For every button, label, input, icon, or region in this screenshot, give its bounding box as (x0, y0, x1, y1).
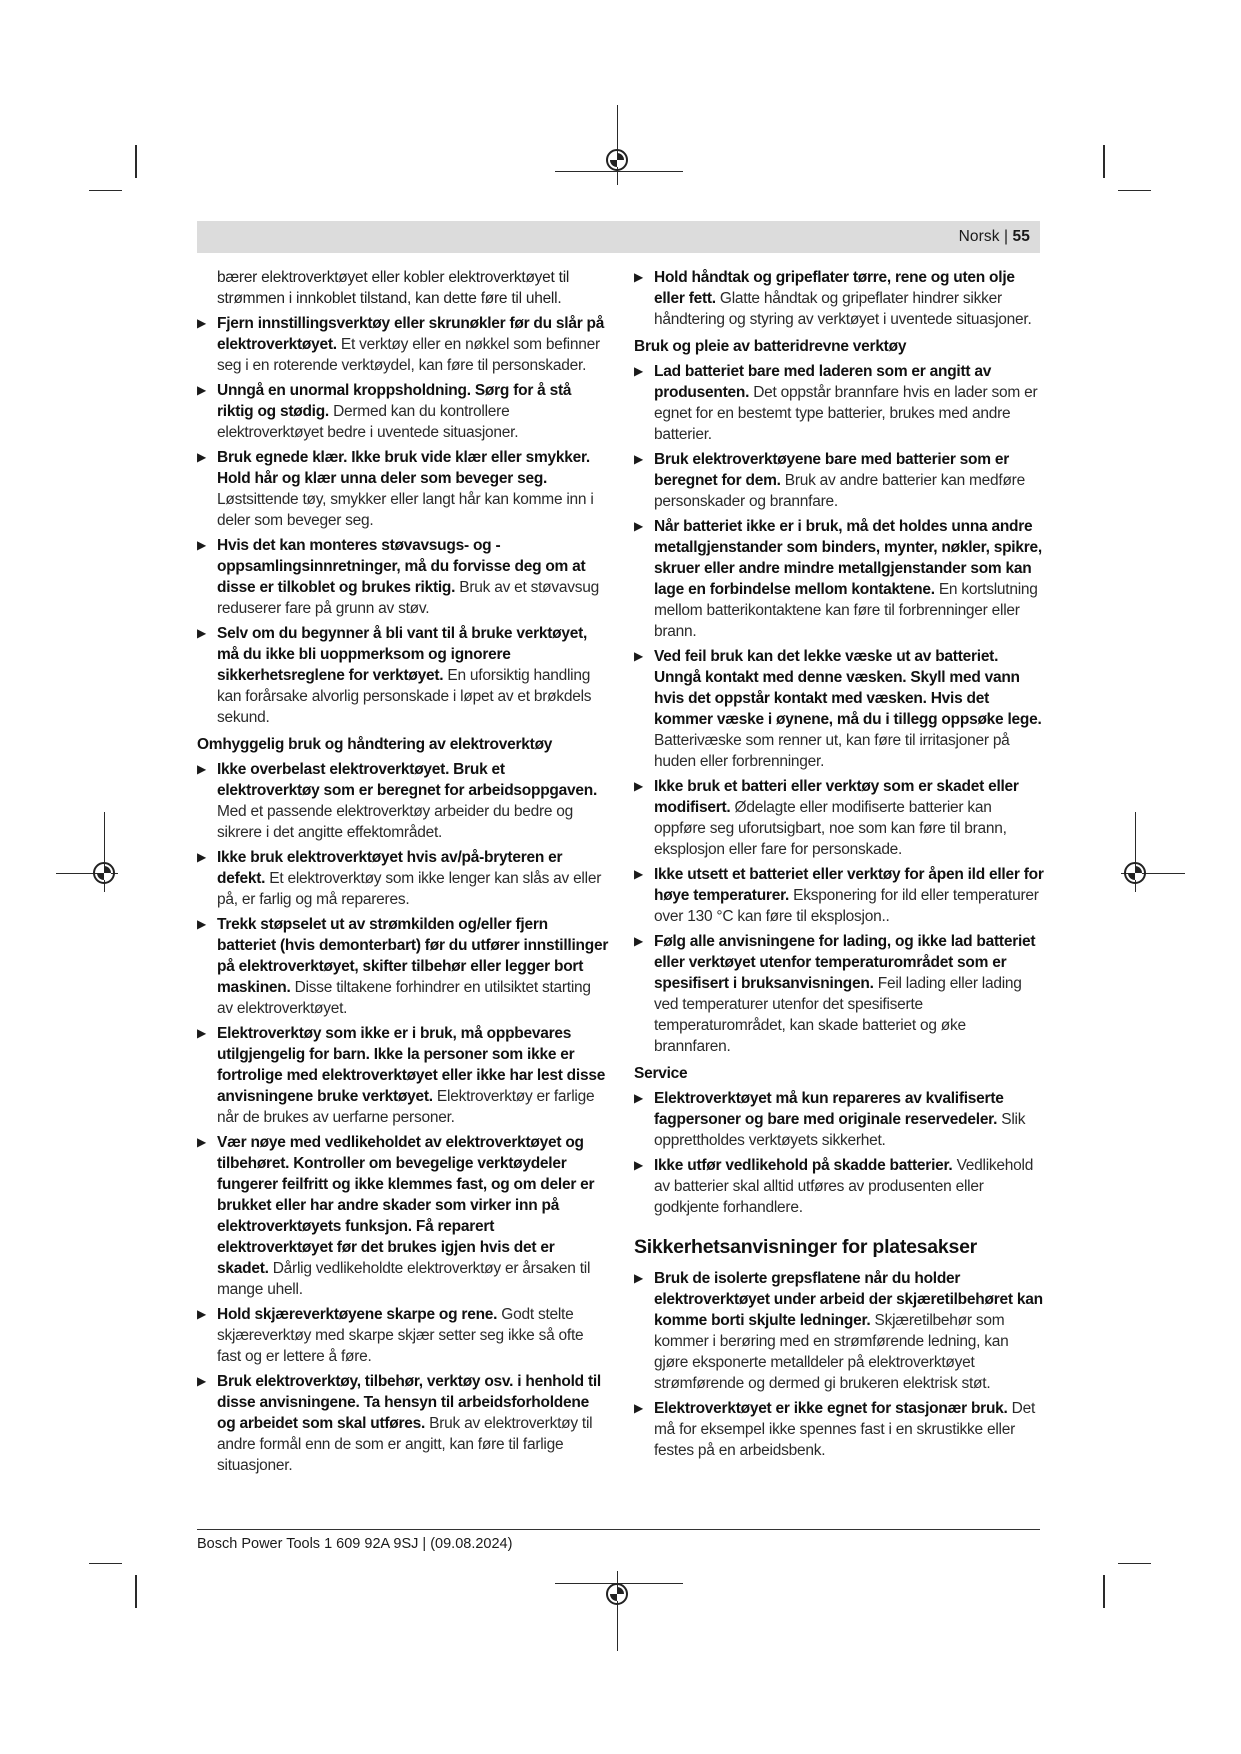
page-header (197, 221, 1040, 253)
list-item (634, 267, 1046, 330)
bullet-triangle-icon: ▶ (197, 383, 206, 397)
right-column (634, 267, 1046, 1465)
instruction-bold: Bruk de isolerte grepsflatene når du holder elektroverktøyet under arbeid der skjæretilbehøret kan komme borti skjulte ledninger. (654, 1270, 1043, 1329)
list-item (197, 447, 609, 531)
bullet-triangle-icon: ▶ (197, 1026, 206, 1040)
header-text (959, 228, 1030, 246)
bullet-triangle-icon: ▶ (634, 364, 643, 378)
instruction-text: En uforsiktig handling kan forårsake alvorlig personskade i løpet av et brøkdels sekund. (217, 667, 592, 726)
bullet-triangle-icon: ▶ (634, 452, 643, 466)
list-item (634, 1088, 1046, 1151)
bullet-triangle-icon: ▶ (634, 1271, 643, 1285)
subheading: Omhyggelig bruk og håndtering av elektroverktøy (197, 736, 553, 753)
instruction-text: Disse tiltakene forhindrer en utilsiktet starting av elektroverktøyet. (217, 979, 591, 1017)
instruction-text: Feil lading eller lading ved temperaturer utenfor det spesifiserte temperaturområdet, kan skade batteriet og øke brannfaren. (654, 975, 1022, 1055)
instruction-bold: Ikke bruk elektroverktøyet hvis av/på-bryteren er defekt. (217, 849, 563, 887)
crop-mark (135, 145, 137, 178)
bullet-triangle-icon: ▶ (634, 270, 643, 284)
crop-mark (135, 1575, 137, 1608)
instruction-bold: Elektroverktøy som ikke er i bruk, må oppbevares utilgjengelig for barn. Ikke la personer som ikke er fortrolige med elektroverktøyet eller ikke har lest disse anvisningene bruke verktøyet. (217, 1025, 606, 1105)
list-item (634, 1268, 1046, 1394)
list-left-2 (197, 759, 609, 1476)
instruction-text: Eksponering for ild eller temperaturer over 130 °C kan føre til eksplosjon.. (654, 887, 1039, 925)
section-heading: Sikkerhetsanvisninger for platesakser (634, 1236, 977, 1258)
bullet-triangle-icon: ▶ (197, 917, 206, 931)
bullet-triangle-icon: ▶ (197, 1307, 206, 1321)
instruction-bold: Når batteriet ikke er i bruk, må det holdes unna andre metallgjenstander som binders, mynter, nøkler, spikre, skruer eller andre mindre metallgjenstander som kan lage en forbindelse mellom kontaktene. (654, 518, 1042, 598)
list-item (197, 1304, 609, 1367)
instruction-text: Bruk av elektroverktøy til andre formål enn de som er angitt, kan føre til farlige situasjoner. (217, 1415, 593, 1474)
instruction-bold: Trekk støpselet ut av strømkilden og/eller fjern batteriet (hvis demonterbart) før du utfører innstillinger på elektroverktøyet, skifter tilbehør eller legger bort maskinen. (217, 916, 609, 996)
list-item (634, 646, 1046, 772)
bullet-triangle-icon: ▶ (634, 934, 643, 948)
registration-mark-icon (606, 1583, 628, 1605)
list-item (634, 1398, 1046, 1461)
bullet-triangle-icon: ▶ (197, 538, 206, 552)
bullet-triangle-icon: ▶ (197, 316, 206, 330)
list-right-1 (634, 361, 1046, 1057)
instruction-text: Det må for eksempel ikke spennes fast i en skrustikke eller festes på en arbeidsbenk. (654, 1400, 1036, 1459)
instruction-bold: Bruk elektroverktøy, tilbehør, verktøy osv. i henhold til disse anvisningene. Ta hensyn til arbeidsforholdene og arbeidet som skal utføres. (217, 1373, 601, 1432)
list-item (634, 449, 1046, 512)
list-item (197, 759, 609, 843)
list-item (197, 847, 609, 910)
list-item (634, 931, 1046, 1057)
instruction-bold: Hold håndtak og gripeflater tørre, rene og uten olje eller fett. (654, 269, 1015, 307)
instruction-text: Ødelagte eller modifiserte batterier kan oppføre seg uforutsigbart, noe som kan føre til brann, eksplosjon eller fare for personskade. (654, 799, 1007, 858)
registration-mark-icon (1124, 862, 1146, 884)
crop-mark (1118, 190, 1151, 191)
registration-mark-icon (93, 862, 115, 884)
instruction-text: Med et passende elektroverktøy arbeider du bedre og sikrere i det angitte effektområdet. (217, 803, 574, 841)
instruction-text: Bruk av et støvavsug reduserer fare på grunn av støv. (217, 579, 600, 617)
bullet-triangle-icon: ▶ (634, 519, 643, 533)
instruction-bold: Ikke bruk et batteri eller verktøy som er skadet eller modifisert. (654, 778, 1019, 816)
bullet-triangle-icon: ▶ (634, 1401, 643, 1415)
instruction-text: Batterivæske som renner ut, kan føre til irritasjoner på huden eller forbrenninger. (654, 732, 1010, 770)
instruction-bold: Lad batteriet bare med laderen som er angitt av produsenten. (654, 363, 992, 401)
instruction-text: Elektroverktøy er farlige når de brukes av uerfarne personer. (217, 1088, 595, 1126)
bullet-triangle-icon: ▶ (197, 1135, 206, 1149)
instruction-bold: Bruk elektroverktøyene bare med batterier som er beregnet for dem. (654, 451, 1009, 489)
subheading: Service (634, 1065, 688, 1082)
bullet-triangle-icon: ▶ (197, 850, 206, 864)
instruction-bold: Hold skjæreverktøyene skarpe og rene. (217, 1306, 498, 1323)
page-number: 55 (1012, 228, 1030, 245)
bullet-triangle-icon: ▶ (197, 450, 206, 464)
instruction-bold: Selv om du begynner å bli vant til å bruke verktøyet, må du ikke bli uoppmerksom og ignorere sikkerhetsreglene for verktøyet. (217, 625, 588, 684)
subheading: Bruk og pleie av batteridrevne verktøy (634, 338, 907, 355)
list-item (634, 776, 1046, 860)
list-right-3 (634, 1268, 1046, 1461)
list-item (634, 864, 1046, 927)
list-item (197, 380, 609, 443)
instruction-bold: Bruk egnede klær. Ikke bruk vide klær eller smykker. Hold hår og klær unna deler som beveger seg. (217, 449, 590, 487)
list-right-0 (634, 267, 1046, 330)
bullet-triangle-icon: ▶ (634, 1091, 643, 1105)
left-column (197, 267, 609, 1480)
instruction-bold: Elektroverktøyet er ikke egnet for stasjonær bruk. (654, 1400, 1008, 1417)
instruction-text: Skjæretilbehør som kommer i berøring med en strømførende ledning, kan gjøre eksponerte metalldeler på elektroverktøyet strømførende og dermed gi brukeren elektrisk støt. (654, 1312, 1009, 1392)
footer-text: Bosch Power Tools 1 609 92A 9SJ | (09.08.2024) (197, 1536, 513, 1552)
bullet-triangle-icon: ▶ (197, 626, 206, 640)
list-item (197, 1132, 609, 1300)
crop-mark (1118, 1563, 1151, 1564)
header-language: Norsk (958, 228, 1000, 245)
crop-mark (1103, 145, 1105, 178)
list-item (634, 516, 1046, 642)
list-item (634, 361, 1046, 445)
instruction-bold: Unngå en unormal kroppsholdning. Sørg for å stå riktig og stødig. (217, 382, 572, 420)
instruction-bold: Hvis det kan monteres støvavsugs- og -oppsamlingsinnretninger, må du forvisse deg om at disse er tilkoblet og brukes riktig. (217, 537, 586, 596)
registration-mark-icon (606, 149, 628, 171)
list-left-1 (197, 313, 609, 728)
instruction-text: Vedlikehold av batterier skal alltid utføres av produsenten eller godkjente forhandlere. (654, 1157, 1034, 1216)
list-item (197, 623, 609, 728)
instruction-bold: Ved feil bruk kan det lekke væske ut av batteriet. Unngå kontakt med denne væsken. Skyll med vann hvis det oppstår kontakt med væsken. Hvis det kommer væske i øynene, må du i tillegg oppsøke lege. (654, 648, 1042, 728)
header-separator: | (1003, 228, 1009, 245)
registration-line (555, 171, 683, 172)
list-item (197, 313, 609, 376)
instruction-text: Bruk av andre batterier kan medføre personskader og brannfare. (654, 472, 1025, 510)
instruction-bold: Fjern innstillingsverktøy eller skrunøkler før du slår på elektroverktøyet. (217, 315, 605, 353)
list-item (197, 1023, 609, 1128)
footer-rule (197, 1529, 1040, 1530)
instruction-text: Et elektroverktøy som ikke lenger kan slås av eller på, er farlig og må repareres. (217, 870, 602, 908)
instruction-text: Slik opprettholdes verktøyets sikkerhet. (654, 1111, 1026, 1149)
bullet-triangle-icon: ▶ (634, 649, 643, 663)
bullet-triangle-icon: ▶ (634, 1158, 643, 1172)
crop-mark (1103, 1575, 1105, 1608)
instruction-text: Et verktøy eller en nøkkel som befinner seg i en roterende verktøydel, kan føre til personskader. (217, 336, 600, 374)
instruction-text: Løstsittende tøy, smykker eller langt hår kan komme inn i deler som beveger seg. (217, 491, 594, 529)
instruction-text: Dermed kan du kontrollere elektroverktøyet bedre i uventede situasjoner. (217, 403, 519, 441)
instruction-text: Godt stelte skjæreverktøy med skarpe skjær setter seg ikke så ofte fast og er lettere å føre. (217, 1306, 584, 1365)
instruction-bold: Elektroverktøyet må kun repareres av kvalifiserte fagpersoner og bare med originale reservedeler. (654, 1090, 1004, 1128)
instruction-bold: Vær nøye med vedlikeholdet av elektroverktøyet og tilbehøret. Kontroller om bevegelige verktøydeler fungerer feilfritt og ikke klemmes fast, og om deler er brukket eller har andre skader som virker inn på elektroverktøyets funksjon. Få reparert elektroverktøyet før det brukes igjen hvis det er skadet. (217, 1134, 595, 1277)
instruction-text: Glatte håndtak og gripeflater hindrer sikker håndtering og styring av verktøyet i uventede situasjoner. (654, 290, 1032, 328)
list-item (197, 535, 609, 619)
continued-paragraph: bærer elektroverktøyet eller kobler elektroverktøyet til strømmen i innkoblet tilstand, kan dette føre til uhell. (217, 269, 570, 307)
instruction-text: Dårlig vedlikeholdte elektroverktøy er årsaken til mange uhell. (217, 1260, 591, 1298)
instruction-bold: Ikke utfør vedlikehold på skadde batterier. (654, 1157, 953, 1174)
bullet-triangle-icon: ▶ (634, 779, 643, 793)
bullet-triangle-icon: ▶ (634, 867, 643, 881)
list-item (197, 914, 609, 1019)
list-item (634, 1155, 1046, 1218)
instruction-bold: Følg alle anvisningene for lading, og ikke lad batteriet eller verktøyet utenfor temperaturområdet som er spesifisert i bruksanvisningen. (654, 933, 1036, 992)
crop-mark (89, 190, 122, 191)
list-right-2 (634, 1088, 1046, 1218)
list-item (197, 1371, 609, 1476)
crop-mark (89, 1563, 122, 1564)
instruction-bold: Ikke utsett et batteriet eller verktøy for åpen ild eller for høye temperaturer. (654, 866, 1044, 904)
registration-line (617, 105, 618, 185)
instruction-text: En kortslutning mellom batterikontaktene kan føre til forbrenninger eller brann. (654, 581, 1038, 640)
instruction-bold: Ikke overbelast elektroverktøyet. Bruk et elektroverktøy som er beregnet for arbeidsoppgaven. (217, 761, 598, 799)
bullet-triangle-icon: ▶ (197, 1374, 206, 1388)
bullet-triangle-icon: ▶ (197, 762, 206, 776)
instruction-text: Det oppstår brannfare hvis en lader som er egnet for en bestemt type batterier, brukes med andre batterier. (654, 384, 1038, 443)
